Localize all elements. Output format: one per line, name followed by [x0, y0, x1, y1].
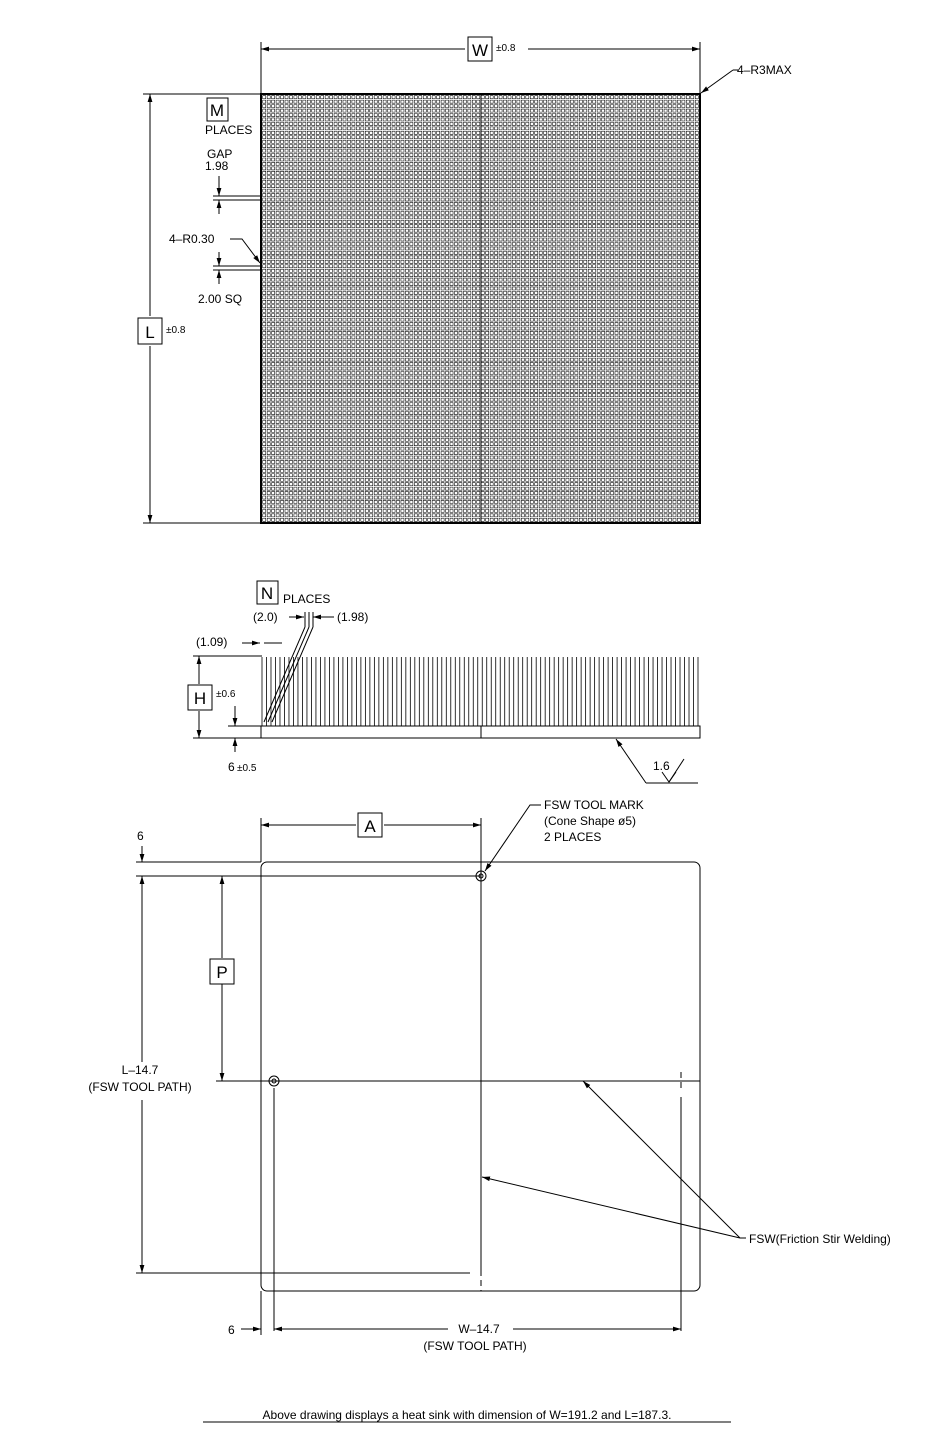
finish-triangle [662, 772, 676, 782]
edge-fin-label: (1.09) [196, 635, 228, 649]
w-path-label: W–14.7 [458, 1322, 500, 1336]
drawing-caption: Above drawing displays a heat sink with dimension of W=191.2 and L=187.3. [262, 1408, 672, 1422]
pin-radius-note: 4–R0.30 [169, 232, 215, 246]
a-label: A [364, 817, 376, 836]
n-places-label: PLACES [283, 592, 331, 606]
bottom-view [88, 798, 890, 1353]
n-label: N [260, 584, 274, 603]
w-label: W [471, 41, 489, 60]
corner-radius-leader [701, 70, 733, 93]
l-path-label: L–14.7 [121, 1063, 159, 1077]
gap-label: GAP [207, 147, 233, 161]
finish-check [669, 759, 684, 782]
m-label: M [209, 101, 225, 120]
l-path-note: (FSW TOOL PATH) [88, 1080, 192, 1094]
corner-radius-note: 4–R3MAX [737, 63, 792, 77]
fsw-note: FSW(Friction Stir Welding) [749, 1232, 891, 1246]
pin-size-note: 2.00 SQ [198, 292, 243, 306]
tool-mark-note-line1: FSW TOOL MARK [544, 798, 644, 812]
fin-lines [262, 657, 698, 726]
p-label: P [216, 963, 228, 982]
tool-mark-leader [485, 805, 541, 871]
h-tolerance: ±0.6 [216, 689, 236, 700]
tool-mark-note-line2: (Cone Shape ø5) [544, 814, 637, 828]
tool-mark-note-line3: 2 PLACES [544, 830, 602, 844]
fsw-leader-horizontal [583, 1081, 740, 1238]
left-offset: 6 [228, 1323, 235, 1337]
l-label: L [145, 323, 155, 342]
surface-finish-value: 1.6 [653, 759, 670, 773]
fsw-leader-vertical [482, 1177, 740, 1238]
fin-pitch-label: (2.0) [253, 610, 278, 624]
fin-gap-label: (1.98) [337, 610, 369, 624]
base-thickness: 6 [228, 760, 235, 774]
m-places-label: PLACES [205, 123, 253, 137]
top-offset: 6 [137, 829, 144, 843]
side-view [188, 581, 700, 783]
gap-value: 1.98 [205, 159, 229, 173]
fin-strokes [262, 657, 698, 726]
l-tolerance: ±0.8 [166, 325, 186, 336]
w-path-note: (FSW TOOL PATH) [423, 1339, 527, 1353]
pin-radius-leader [230, 239, 260, 263]
h-label: H [193, 689, 207, 708]
base-tolerance: ±0.5 [237, 763, 257, 774]
w-tolerance: ±0.8 [496, 43, 516, 54]
finish-leader [616, 739, 646, 783]
top-view [138, 37, 792, 523]
